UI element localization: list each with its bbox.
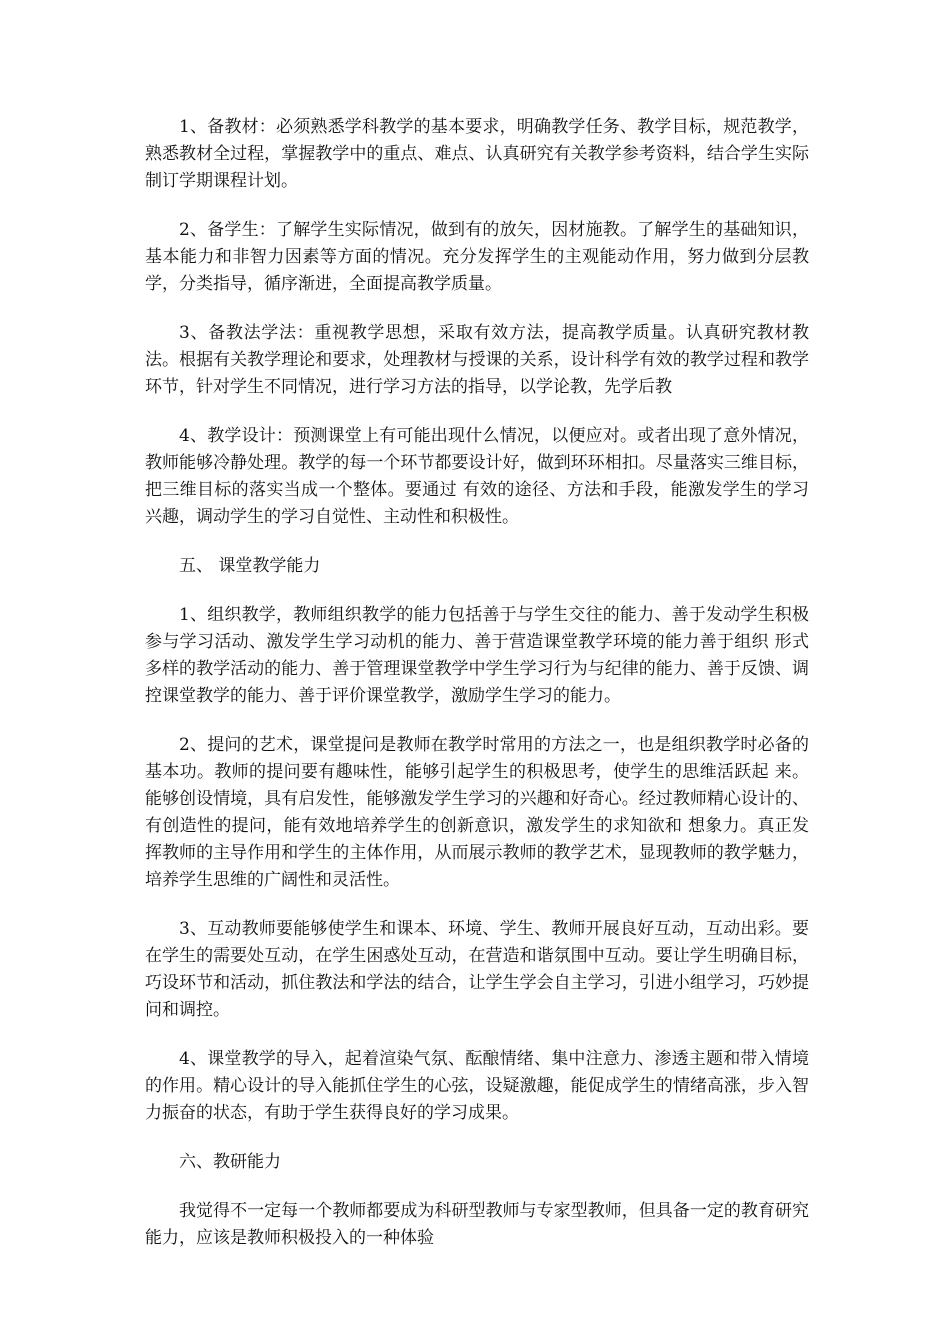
paragraph-teaching-design: 4、教学设计：预测课堂上有可能出现什么情况，以便应对。或者出现了意外情况，教师能够冷静处理。教学的每一个环节都要设计好，做到环环相扣。尽量落实三维目标，把三维目标的落实当成一个整体。要通过 有效的途径、方法和手段，能激发学生的学习兴趣，调动学生的学习自觉性、主动性和积极性。: [145, 426, 809, 527]
paragraph-prepare-materials: 1、备教材：必须熟悉学科教学的基本要求，明确教学任务、教学目标，规范教学，熟悉教材全过程，掌握教学中的重点、难点、认真研究有关教学参考资料，结合学生实际制订学期课程计划。: [145, 117, 809, 191]
section-heading-classroom-ability: 五、 课堂教学能力: [179, 556, 321, 576]
paragraph-prepare-methods: 3、备教法学法：重视教学思想，采取有效方法，提高教学质量。认真研究教材教法。根据有关教学理论和要求，处理教材与授课的关系，设计科学有效的教学过程和教学环节，针对学生不同情况，进行学习方法的指导，以学论教，先学后教: [145, 323, 809, 397]
paragraph-interaction: 3、互动教师要能够使学生和课本、环境、学生、教师开展良好互动，互动出彩。要在学生的需要处互动，在学生困惑处互动，在营造和谐氛围中互动。要让学生明确目标，巧设环节和活动，抓住教法和学法的结合，让学生学会自主学习，引进小组学习，巧妙提问和调控。: [145, 919, 809, 1020]
paragraph-lesson-introduction: 4、课堂教学的导入，起着渲染气氛、酝酿情绪、集中注意力、渗透主题和带入情境的作用。精心设计的导入能抓住学生的心弦，设疑激趣，能促成学生的情绪高涨，步入智力振奋的状态，有助于学生获得良好的学习成果。: [145, 1049, 809, 1123]
paragraph-prepare-students: 2、备学生：了解学生实际情况，做到有的放矢，因材施教。了解学生的基础知识，基本能力和非智力因素等方面的情况。充分发挥学生的主观能动作用，努力做到分层教学，分类指导，循序渐进，全面提高教学质量。: [145, 220, 809, 294]
paragraph-questioning-art: 2、提问的艺术，课堂提问是教师在教学时常用的方法之一，也是组织教学时必备的基本功。教师的提问要有趣味性，能够引起学生的积极思考，使学生的思维活跃起 来。能够创设情境，具有启发性，能够激发学生学习的兴趣和好奇心。经过教师精心设计的、有创造性的提问，能有效地培养学生的创新意识，激发学生的求知欲和 想象力。真正发挥教师的主导作用和学生的主体作用，从而展示教师的教学艺术，显现教师的教学魅力，培养学生思维的广阔性和灵活性。: [145, 735, 809, 890]
section-heading-research-ability: 六、教研能力: [179, 1152, 281, 1172]
document-page: [145, 114, 809, 1274]
paragraph-organize-teaching: 1、组织教学，教师组织教学的能力包括善于与学生交往的能力、善于发动学生积极参与学习活动、激发学生学习动机的能力、善于营造课堂教学环境的能力善于组织 形式多样的教学活动的能力、善于管理课堂教学中学生学习行为与纪律的能力、善于反馈、调控课堂教学的能力、善于评价课堂教学，激励学生学习的能力。: [145, 605, 809, 706]
paragraph-research-experience: 我觉得不一定每一个教师都要成为科研型教师与专家型教师，但具备一定的教育研究能力，应该是教师积极投入的一种体验: [145, 1201, 809, 1248]
